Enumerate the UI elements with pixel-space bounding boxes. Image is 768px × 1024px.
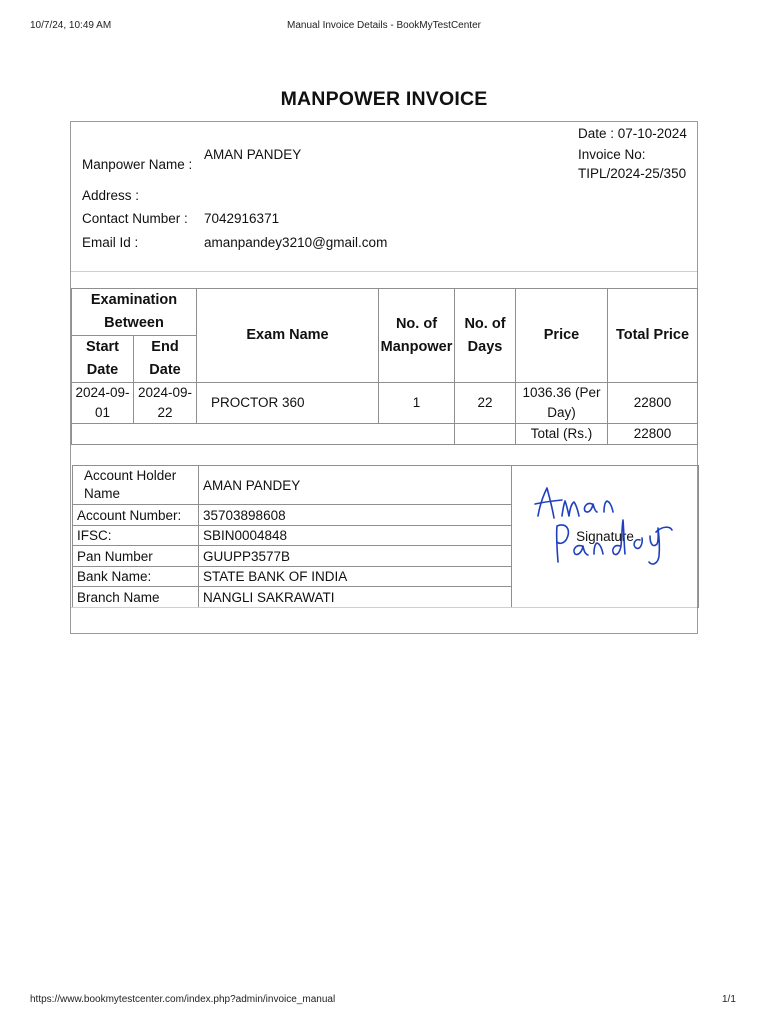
examination-between-header: Examination Between [72,289,197,336]
account-holder-label [73,466,199,505]
print-datetime: 10/7/24, 10:49 AM [30,20,112,31]
pan-value: GUUPP3577B [199,546,512,567]
total-row-spacer [72,424,455,445]
manpower-name: AMAN PANDEY [204,147,302,162]
bank-name-value: STATE BANK OF INDIA [199,567,512,587]
total-cell: 22800 [608,383,698,424]
end-date-cell: 2024-09-22 [134,383,197,424]
no-of-manpower-header: No. of Manpower [379,289,455,383]
invoice-box [70,121,698,634]
ifsc-label: IFSC: [73,526,199,546]
exam-name-cell: PROCTOR 360 [197,383,379,424]
price-cell: 1036.36 (Per Day) [516,383,608,424]
invoice-no: TIPL/2024-25/350 [578,166,687,181]
invoice-no-label: Invoice No: [578,147,646,162]
account-holder-label-text: Account Holder Name [84,468,177,501]
bottom-divider [71,607,697,608]
total-row-empty [455,424,516,445]
exam-table [71,288,698,445]
end-date-header: End Date [134,336,197,383]
manpower-cell: 1 [379,383,455,424]
ifsc-value: SBIN0004848 [199,526,512,546]
address-label: Address : [82,188,140,203]
account-holder-value: AMAN PANDEY [199,466,512,505]
start-date-cell: 2024-09-01 [72,383,134,424]
pan-label: Pan Number [73,546,199,567]
email-label: Email Id : [82,235,139,250]
signature-cell [512,466,699,608]
account-number-value: 35703898608 [199,505,512,526]
invoice-title: MANPOWER INVOICE [280,88,488,110]
exam-name-header: Exam Name [197,289,379,383]
total-row [72,424,698,445]
print-page-title: Manual Invoice Details - BookMyTestCenter [287,20,481,31]
total-label: Total (Rs.) [516,424,608,445]
invoice-date: Date : 07-10-2024 [578,126,687,141]
bank-name-label: Bank Name: [73,567,199,587]
contact-number: 7042916371 [204,211,280,226]
print-page-count: 1/1 [722,994,736,1005]
total-price-header: Total Price [608,289,698,383]
divider [71,271,697,272]
signature-label: Signature [576,529,634,544]
no-of-days-header: No. of Days [455,289,516,383]
print-url: https://www.bookmytestcenter.com/index.php?admin/invoice_manual [30,994,336,1005]
email-value: amanpandey3210@gmail.com [204,235,388,250]
price-header: Price [516,289,608,383]
bank-details-table [72,465,699,608]
start-date-header: Start Date [72,336,134,383]
signature-image [532,474,682,574]
account-number-label: Account Number: [73,505,199,526]
total-value: 22800 [608,424,698,445]
branch-name-value: NANGLI SAKRAWATI [199,587,512,608]
contact-number-label: Contact Number : [82,211,188,226]
branch-name-label: Branch Name [73,587,199,608]
table-row [72,383,698,424]
days-cell: 22 [455,383,516,424]
manpower-name-label: Manpower Name : [82,157,193,172]
